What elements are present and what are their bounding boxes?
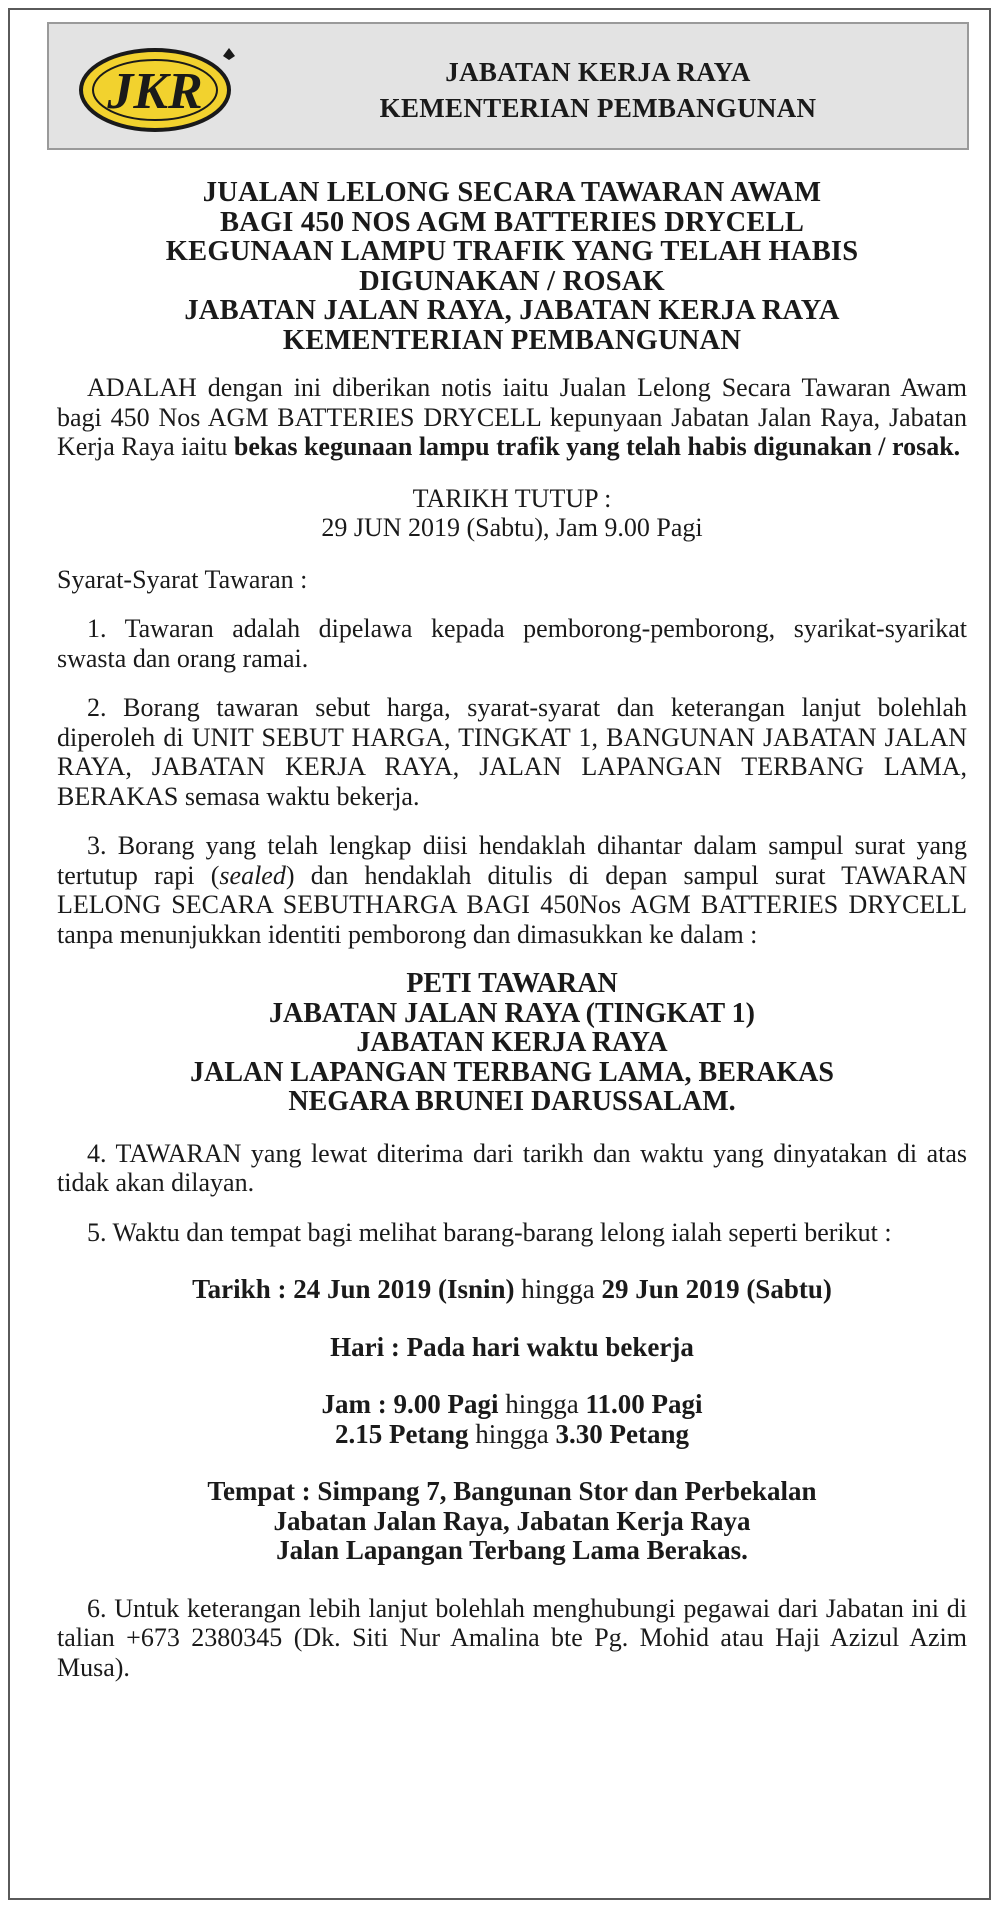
viewing-day-text: Hari : Pada hari waktu bekerja [330,1331,694,1362]
closing-date [57,484,967,543]
title-line: JUALAN LELONG SECARA TAWARAN AWAM [202,177,822,208]
title-line: DIGUNAKAN / ROSAK [359,265,665,297]
tender-box-line: JABATAN KERJA RAYA [356,1027,668,1058]
viewing-time1-until: hingga [498,1389,586,1419]
terms-heading: Syarat-Syarat Tawaran : [57,564,308,594]
viewing-place-line [57,1507,967,1537]
viewing-place-line-1: Tempat : Simpang 7, Bangunan Stor dan Perbekalan [207,1476,817,1506]
viewing-date-to: 29 Jun 2019 (Sabtu) [601,1274,832,1304]
term-6: 6. Untuk keterangan lebih lanjut bolehlah menghubungi pegawai dari Jabatan ini di talian +673 2380345 (Dk. Siti Nur Amalina bte Pg. Mohid atau Haji Azizul Azim Musa). [57,1593,967,1682]
svg-text:JKR: JKR [107,63,203,120]
title-line: BAGI 450 NOS AGM BATTERIES DRYCELL [219,206,805,238]
viewing-date-label: Tarikh : [192,1274,294,1304]
intro-bold-text: bekas kegunaan lampu trafik yang telah habis digunakan / rosak. [233,432,961,461]
term-3 [57,831,967,949]
title-line: JABATAN JALAN RAYA, JABATAN KERJA RAYA [184,295,840,326]
viewing-time2-from: 2.15 Petang [335,1418,469,1449]
term-3-italic: sealed [219,860,286,890]
viewing-place-line [57,1477,967,1507]
viewing-date [57,1275,967,1305]
tender-box-line: NEGARA BRUNEI DARUSSALAM. [288,1086,736,1117]
viewing-time-label: Jam : [321,1389,394,1419]
tender-box-line: JALAN LAPANGAN TERBANG LAMA, BERAKAS [190,1056,834,1088]
department-name: JABATAN KERJA RAYA [445,57,751,87]
viewing-time2-to: 3.30 Petang [555,1418,689,1449]
term-2: 2. Borang tawaran sebut harga, syarat-syarat dan keterangan lanjut bolehlah diperoleh di UNIT SEBUT HARGA, TINGKAT 1, BANGUNAN JABATAN JALAN RAYA, JABATAN KERJA RAYA, JALAN LAPANGAN TERBANG LAMA, BERAKAS semasa waktu bekerja. [57,693,967,811]
viewing-day [57,1333,967,1363]
viewing-date-from: 24 Jun 2019 (Isnin) [293,1274,515,1304]
notice-title [57,178,967,355]
term-3-text-cont: ) dan hendaklah ditulis di depan sampul surat TAWARAN LELONG SECARA SEBUTHARGA BAGI 450Nos AGM BATTERIES DRYCELL tanpa menunjukkan identiti pemborong dan dimasukkan ke dalam : [57,860,967,949]
term-5: 5. Waktu dan tempat bagi melihat barang-barang lelong ialah seperti berikut : [87,1217,892,1247]
intro-paragraph [57,373,967,462]
term-3-text: 3. Borang yang telah lengkap diisi hendaklah dihantar dalam sampul surat yang tertutup rapi ( [57,831,967,890]
viewing-time1-to: 11.00 Pagi [585,1389,703,1419]
header-banner [47,22,969,150]
viewing-time1-from: 9.00 Pagi [393,1389,499,1419]
viewing-time [57,1390,967,1449]
notice-frame [8,8,991,1900]
tender-box-address [57,969,967,1117]
viewing-time-line-2 [57,1420,967,1450]
ministry-name: KEMENTERIAN PEMBANGUNAN [379,93,817,123]
viewing-time2-until: hingga [468,1418,556,1449]
term-4: 4. TAWARAN yang lewat diterima dari tarikh dan waktu yang dinyatakan di atas tidak akan dilayan. [57,1138,967,1197]
viewing-place-line-3: Jalan Lapangan Terbang Lama Berakas. [276,1535,748,1565]
tender-box-line: JABATAN JALAN RAYA (TINGKAT 1) [269,997,755,1029]
term-1: 1. Tawaran adalah dipelawa kepada pemborong-pemborong, syarikat-syarikat swasta dan orang ramai. [57,614,967,673]
viewing-place-line-2: Jabatan Jalan Raya, Jabatan Kerja Raya [273,1505,751,1536]
viewing-until: hingga [514,1274,602,1304]
tender-box-line: PETI TAWARAN [406,968,618,999]
title-line: KEGUNAAN LAMPU TRAFIK YANG TELAH HABIS [165,236,859,267]
intro-text: ADALAH dengan ini diberikan notis iaitu Jualan Lelong Secara Tawaran Awam bagi 450 Nos AGM BATTERIES DRYCELL kepunyaan Jabatan Jalan Raya, Jabatan Kerja Raya iaitu [57,373,967,461]
header-title [239,54,957,126]
viewing-place-line [57,1536,967,1566]
closing-label: TARIKH TUTUP : [412,483,612,513]
jkr-logo [75,36,235,138]
closing-value: 29 JUN 2019 (Sabtu), Jam 9.00 Pagi [321,513,703,542]
notice-body [57,178,967,1682]
viewing-time-line-1 [57,1390,967,1420]
title-line: KEMENTERIAN PEMBANGUNAN [282,324,742,356]
viewing-place [57,1477,967,1566]
